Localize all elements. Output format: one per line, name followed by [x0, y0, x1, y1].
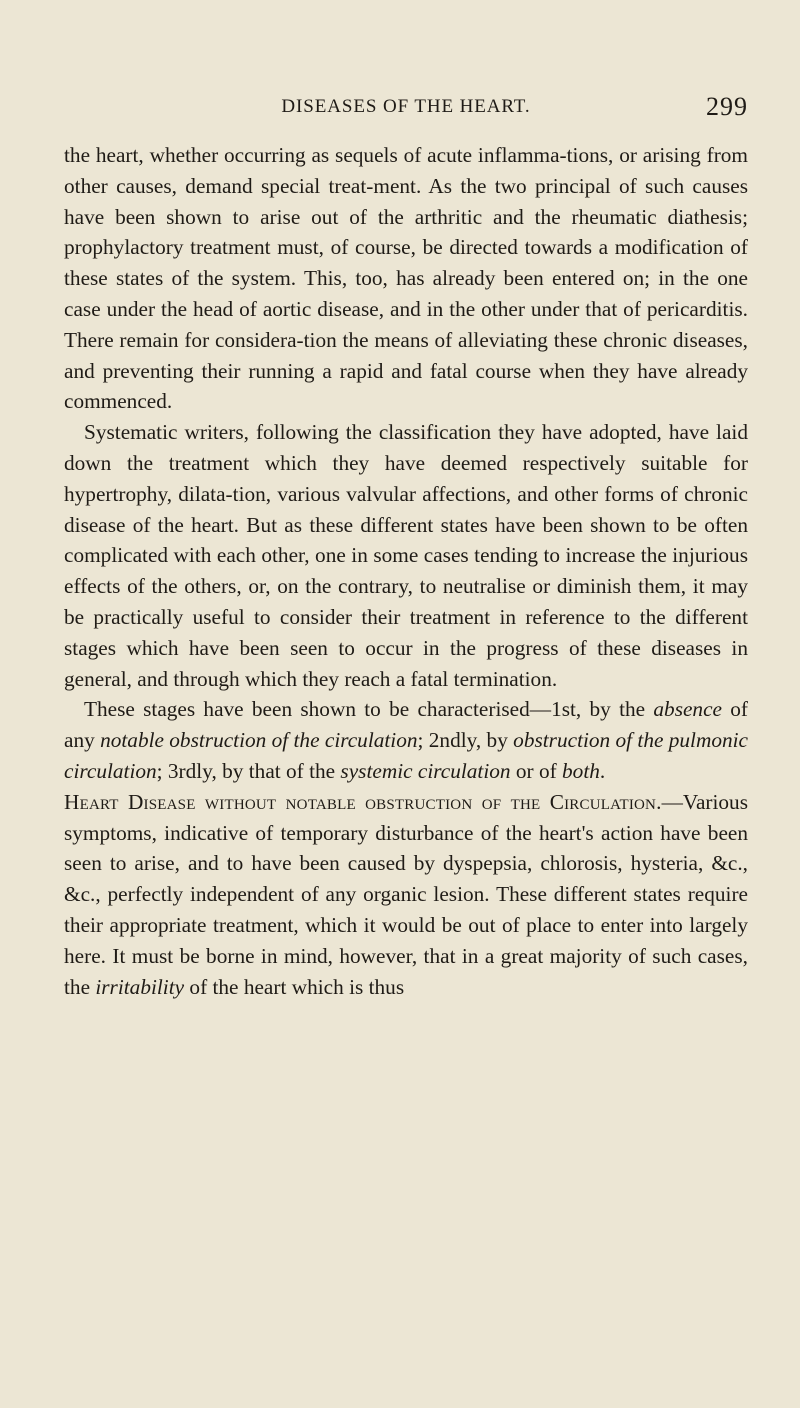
paragraph-3-emphasis-2: notable obstruction of the circulation — [100, 728, 418, 753]
paragraph-3-text-6: . — [599, 758, 606, 783]
paragraph-3 — [64, 694, 748, 786]
paragraph-3-text-4: ; 3rdly, by that of the — [156, 758, 341, 783]
page-number: 299 — [706, 92, 748, 121]
paragraph-3-text-3: ; 2ndly, by — [417, 728, 514, 753]
paragraph-2: Systematic writers, following the classification they have adopted, have laid down the treatment which they have deemed respectively suitable for hypertrophy, dilata-tion, various valvular affections, and other forms of chronic disease of the heart. But as these different states have been shown to be often complicated with each other, one in some cases tending to increase the injurious effects of the others, or, on the contrary, to neutralise or diminish them, it may be practically useful to consider their treatment in reference to the different stages which have been seen to occur in the progress of these diseases in general, and through which they reach a fatal termination. — [64, 420, 748, 691]
page-header — [64, 92, 748, 130]
paragraph-4 — [64, 787, 748, 1003]
section-heading: Heart Disease without notable obstruction of the Circulation. — [64, 789, 662, 814]
paragraph-3-emphasis-3: obstruction of the pulmonic circulation — [64, 728, 749, 783]
running-head: DISEASES OF THE HEART. — [281, 96, 531, 117]
paragraph-3-emphasis-1: absence — [653, 697, 722, 722]
paragraph-1: the heart, whether occurring as sequels of acute inflamma-tions, or arising from other causes, demand special treat-ment. As the two principal of such causes have been shown to arise out of the arthritic and the rheumatic diathesis; prophylactory treatment must, of course, be directed towards a modification of these states of the system. This, too, has already been entered on; in the one case under the head of aortic disease, and in the other under that of pericarditis. There remain for considera-tion the means of alleviating these chronic diseases, and preventing their running a rapid and fatal course when they have already commenced. — [64, 143, 748, 414]
paragraph-4-text-1: —Various symptoms, indicative of temporary disturbance of the heart's action have been seen to arise, and to have been caused by dyspepsia, chlorosis, hysteria, &c., &c., perfectly independent of any organic lesion. These different states require their appropriate treatment, which it would be out of place to enter into largely here. It must be borne in mind, however, that in a great majority of such cases, the — [64, 789, 748, 999]
paragraph-3-text-2: of any — [64, 697, 748, 753]
paragraph-3-emphasis-4: systemic circulation — [340, 758, 511, 783]
paragraph-3-emphasis-5: both — [562, 758, 600, 783]
paragraph-4-text-2: of the heart which is thus — [184, 974, 405, 999]
paragraph-4-emphasis-1: irritability — [95, 974, 185, 999]
paragraph-3-text-5: or of — [510, 758, 563, 783]
body-text — [64, 140, 748, 1002]
paragraph-3-text-1: These stages have been shown to be characterised—1st, by the — [84, 697, 654, 722]
